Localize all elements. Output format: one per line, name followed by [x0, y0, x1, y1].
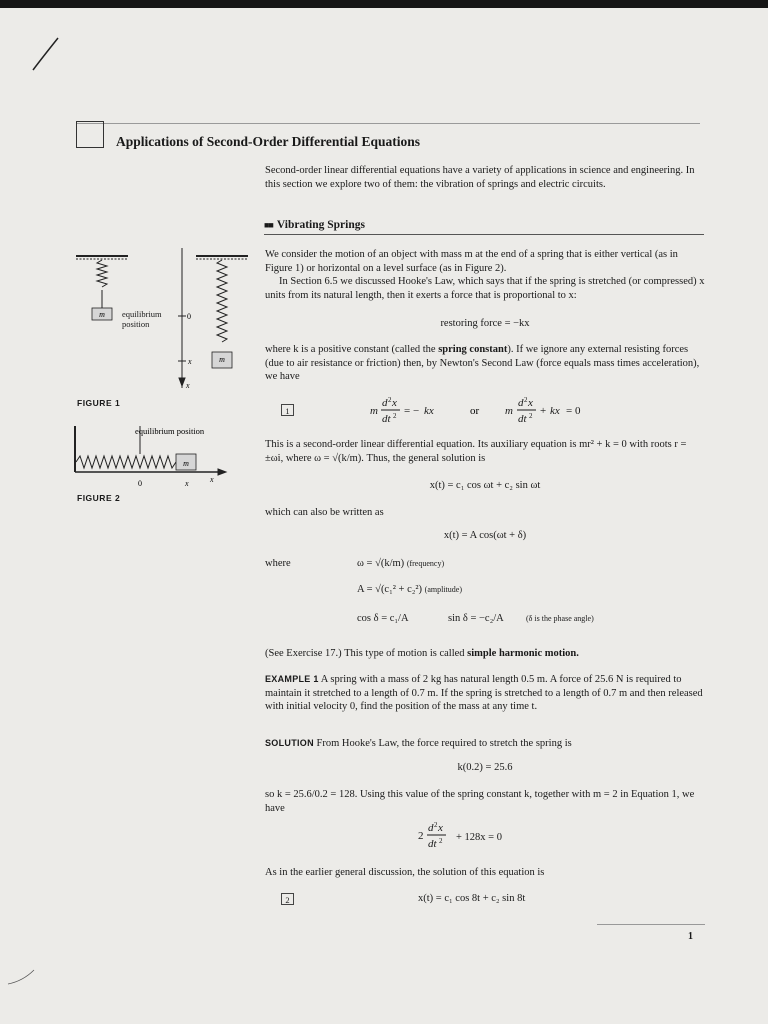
pen-mark-corner: [6, 968, 36, 988]
subsection-heading: [264, 219, 365, 231]
svg-text:2: 2: [529, 412, 533, 420]
figure-2-x-tick: x: [185, 479, 189, 488]
figure-2-horizontal-spring: [72, 424, 232, 494]
svg-text:= 0: = 0: [566, 405, 581, 417]
svg-text:= −: = −: [404, 405, 420, 417]
paragraph-spring-constant: where k is a positive constant (called the spring constant). If we ignore any external resisting forces (due to air resistance or friction) then, by Newton's Second Law (force equals mass times acceleration), we have: [265, 344, 700, 383]
subsection-icon: ■■: [264, 220, 273, 230]
equation-2: x(t) = c₁ cos 8t + c₂ sin 8t: [418, 893, 526, 904]
svg-text:2: 2: [418, 830, 424, 842]
svg-text:x: x: [392, 397, 397, 409]
where-label: where: [265, 558, 291, 569]
figure-2-equilibrium-label: equilibrium position: [135, 426, 205, 436]
figure-2-caption: FIGURE 2: [77, 493, 121, 503]
paragraph-auxiliary-equation: This is a second-order linear differential equation. Its auxiliary equation is mr² + k = 0 with roots r = ±ωi, where ω = √(k/m). Thus, the general solution is: [265, 439, 687, 464]
svg-text:m: m: [370, 405, 378, 417]
definition-amplitude: A = √(c₁² + c₂²) (amplitude): [357, 584, 462, 595]
equation-2d2x: + 128x = 0: [456, 832, 502, 843]
figure-2-zero: 0: [138, 479, 142, 488]
equation-2d2x-derivative: [418, 820, 454, 854]
svg-text:x: x: [528, 397, 533, 409]
example-label: EXAMPLE 1: [265, 674, 319, 684]
section-top-rule: [76, 123, 700, 124]
figure-1-equilibrium-label: equilibrium position: [122, 309, 162, 329]
svg-text:2: 2: [388, 396, 392, 404]
equation-number-2: 2: [281, 893, 294, 905]
svg-text:d: d: [382, 397, 388, 409]
equation-restoring-force: restoring force = −kx: [440, 318, 530, 329]
figure-1-mass-label: m: [99, 310, 105, 319]
svg-text:kx: kx: [424, 405, 434, 417]
example-1: EXAMPLE 1 A spring with a mass of 2 kg has natural length 0.5 m. A force of 25.6 N is required to maintain it stretched to a length of 0.7 m. If the spring is stretched to a length of 0.7 m and then released with initial velocity 0, find the position of the mass at any time t.: [265, 674, 703, 713]
svg-text:d: d: [518, 397, 524, 409]
figure-2-x-axis: x: [210, 475, 214, 484]
solution: SOLUTION From Hooke's Law, the force required to stretch the spring is: [265, 738, 572, 749]
equation-1: [370, 395, 600, 429]
svg-text:dt: dt: [428, 838, 437, 850]
paragraph-also-written: which can also be written as: [265, 507, 384, 518]
equation-number-1: 1: [281, 404, 294, 416]
svg-text:m: m: [505, 405, 513, 417]
svg-text:d: d: [428, 822, 434, 834]
equation-1-or: or: [470, 405, 480, 417]
definition-cos-delta: cos δ = c₁/A: [357, 613, 409, 624]
text-block-1: [265, 248, 705, 302]
term-simple-harmonic-motion: simple harmonic motion.: [467, 648, 579, 659]
svg-text:x: x: [438, 822, 443, 834]
svg-text:dt: dt: [518, 413, 527, 425]
paragraph-hookes-law: In Section 6.5 we discussed Hooke's Law, which says that if the spring is stretched (or compressed) x units from its natural length, then it exerts a force that is proportional to x:: [265, 276, 705, 301]
equation-k-0-2: k(0.2) = 25.6: [457, 762, 513, 773]
svg-text:dt: dt: [382, 413, 391, 425]
definition-sin-delta: sin δ = −c₂/A: [448, 613, 504, 624]
intro-paragraph: Second-order linear differential equations have a variety of applications in science and engineering. In this section we explore two of them: the vibration of springs and electric circuits.: [265, 165, 695, 190]
svg-text:2: 2: [524, 396, 528, 404]
figure-1-caption: FIGURE 1: [77, 398, 121, 408]
page-number: 1: [688, 931, 693, 942]
figure-1-x-axis: x: [186, 381, 190, 390]
svg-text:2: 2: [439, 837, 443, 845]
subsection-rule: [264, 234, 704, 235]
paragraph-k-value: so k = 25.6/0.2 = 128. Using this value of the spring constant k, together with m = 2 in Equation 1, we have: [265, 789, 695, 814]
svg-text:2: 2: [393, 412, 397, 420]
svg-text:+: +: [540, 405, 547, 417]
paragraph-simple-harmonic: (See Exercise 17.) This type of motion is called simple harmonic motion.: [265, 648, 579, 659]
footer-rule: [597, 924, 705, 925]
section-title: Applications of Second-Order Differential Equations: [116, 134, 421, 149]
term-spring-constant: spring constant: [438, 344, 508, 355]
solution-label: SOLUTION: [265, 738, 314, 748]
scan-top-edge: [0, 0, 768, 8]
svg-text:2: 2: [434, 821, 438, 829]
figure-1-vertical-spring: [76, 248, 251, 398]
figure-1-mass-label-2: m: [219, 355, 225, 364]
definition-omega: ω = √(k/m) (frequency): [357, 558, 445, 569]
section-marker-box: [76, 121, 104, 148]
figure-1-x-tick: x: [188, 357, 192, 366]
equation-amplitude-form: x(t) = A cos(ωt + δ): [443, 530, 527, 541]
figure-1-zero: 0: [187, 312, 191, 321]
equation-general-solution: x(t) = c₁ cos ωt + c₂ sin ωt: [429, 480, 541, 491]
svg-text:kx: kx: [550, 405, 560, 417]
phase-angle-note: (δ is the phase angle): [526, 614, 594, 623]
subsection-title: Vibrating Springs: [276, 219, 365, 231]
pen-mark: [28, 36, 62, 72]
paragraph-solution-intro: As in the earlier general discussion, the solution of this equation is: [265, 867, 545, 878]
paragraph-vertical-horizontal: We consider the motion of an object with mass m at the end of a spring that is either vertical (as in Figure 1) or horizontal on a level surface (as in Figure 2).: [265, 249, 678, 274]
figure-2-mass-label: m: [183, 459, 189, 468]
